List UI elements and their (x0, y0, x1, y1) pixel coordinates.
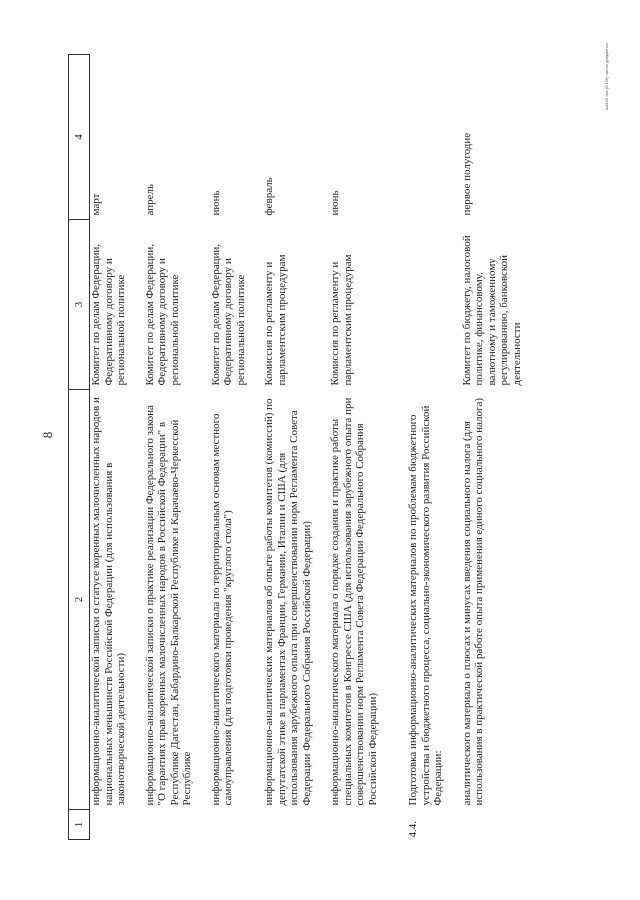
table-row (329, 55, 407, 840)
activity-text: информационно-аналитического материала по территориальным основам местного самоуправления (для подготовки проведения "круглого стола") (209, 413, 234, 806)
responsible-committee: Комитет по бюджету, налоговой политике, финансовому, валютному и таможенному регулированию, банковской деятельности (460, 235, 523, 386)
row-number (461, 810, 540, 840)
responsible-committee: Комитет по делам Федерации, Федеративному договору и региональной политике (90, 243, 127, 386)
responsible-committee: Комитет по делам Федерации, Федеративному договору и региональной политике (143, 243, 181, 386)
footer-note: ua/126 doc (0.126) листы документа (604, 43, 609, 110)
row-number (329, 810, 407, 840)
deadline: март (90, 193, 102, 216)
responsible-committee (407, 220, 461, 390)
activity-text: информационно-аналитического материала о порядке создания и практике работы специальных комитетов в Конгрессе США (для использования зарубежного опыта при совершенствовании норм Регламента Совета Федерации Федерального Собрания Российской Федерации) (329, 397, 379, 806)
responsible-committee: Комиссия по регламенту и парламентским процедурам (329, 254, 354, 386)
column-header-4: 4 (69, 55, 90, 220)
column-header-3: 3 (69, 220, 90, 390)
table-row (210, 55, 264, 840)
responsible-committee: Комиссия по регламенту и парламентским процедурам (263, 254, 288, 386)
activity-text: Подготовка информационно-аналитических материалов по проблемам бюджетного устройства и бюджетного процесса, социально-экономического развития Российской Федерации: (407, 405, 444, 806)
column-header-2: 2 (69, 390, 90, 810)
table-row (263, 55, 329, 840)
deadline: первое полугодие (460, 132, 473, 216)
table-row (144, 55, 210, 840)
activity-text: информационно-аналитических материалов об опыте работы комитетов (комиссий) по депутатской этике в парламентах Франции, Германии, Италии и США (для использования зарубежного опыта при совершенствовании норм Регламента Совета Федерации Федерального Собрания Российской Федерации) (263, 398, 313, 806)
activity-text: аналитического материала о плюсах и минусах введения социального налога (для использования в практической работе опыта применения единого социального налога) (460, 397, 485, 806)
row-number: 4.4. (407, 821, 419, 838)
table-header-row (69, 55, 90, 840)
responsible-committee: Комитет по делам Федерации, Федеративному договору и региональной политике (209, 243, 247, 386)
plan-table (68, 54, 539, 840)
table-row (90, 55, 144, 840)
row-number (90, 810, 144, 840)
row-number (210, 810, 264, 840)
deadline: июнь (209, 190, 222, 216)
page-number: 8 (40, 431, 55, 439)
deadline: апрель (143, 183, 156, 216)
activity-text: информационно-аналитической записки о статусе коренных малочисленных народов и национальных меньшинств Российской Федерации (для использования в законотворческой деятельности) (90, 397, 127, 806)
table-row (407, 55, 461, 840)
deadline (407, 55, 461, 220)
deadline: февраль (263, 177, 275, 216)
deadline: июнь (329, 190, 341, 216)
activity-text: информационно-аналитической записки о практике реализации Федерального закона "О гарантиях прав коренных малочисленных народов в Российской Федерации" в Республике Дагестан, Кабардино-Балкарской Республике и Карачаево-Черкесской Республике (143, 405, 193, 806)
row-number (144, 810, 210, 840)
column-header-1: 1 (69, 810, 90, 840)
row-number (263, 810, 329, 840)
table-row (461, 55, 540, 840)
